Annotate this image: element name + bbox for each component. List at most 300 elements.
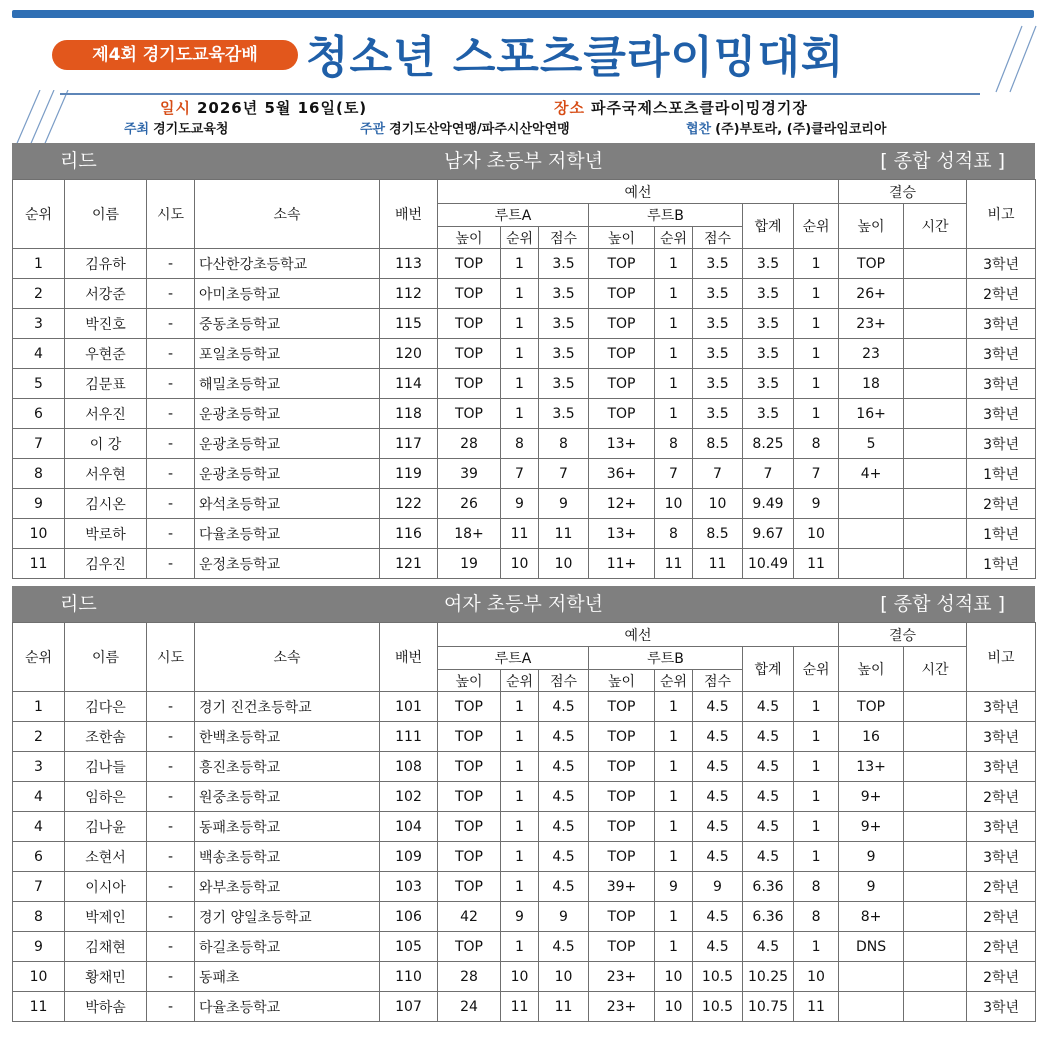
club-cell: 경기 진건초등학교 xyxy=(195,692,380,722)
table-row xyxy=(13,249,1036,279)
total-cell: 3.5 xyxy=(743,309,794,339)
col-route-a-rank: 순위 xyxy=(501,670,539,692)
final-height-cell: 13+ xyxy=(839,752,904,782)
table-row xyxy=(13,519,1036,549)
route-a-score-cell: 3.5 xyxy=(539,249,589,279)
rank-cell: 7 xyxy=(13,872,65,902)
qual-rank-cell: 1 xyxy=(794,932,839,962)
route-a-height-cell: TOP xyxy=(438,782,501,812)
route-a-score-cell: 8 xyxy=(539,429,589,459)
final-time-cell xyxy=(904,339,967,369)
rank-cell: 2 xyxy=(13,722,65,752)
club-cell: 한백초등학교 xyxy=(195,722,380,752)
results-section-male xyxy=(12,143,1035,579)
route-a-rank-cell: 1 xyxy=(501,309,539,339)
qual-rank-cell: 1 xyxy=(794,842,839,872)
club-cell: 운광초등학교 xyxy=(195,399,380,429)
route-a-rank-cell: 1 xyxy=(501,722,539,752)
region-cell: - xyxy=(147,489,195,519)
qual-rank-cell: 1 xyxy=(794,812,839,842)
route-b-rank-cell: 1 xyxy=(655,752,693,782)
route-a-height-cell: TOP xyxy=(438,309,501,339)
final-time-cell xyxy=(904,399,967,429)
club-cell: 아미초등학교 xyxy=(195,279,380,309)
club-cell: 백송초등학교 xyxy=(195,842,380,872)
route-b-height-cell: 23+ xyxy=(589,992,655,1022)
name-cell: 박로하 xyxy=(65,519,147,549)
col-total: 합계 xyxy=(743,647,794,692)
route-b-rank-cell: 9 xyxy=(655,872,693,902)
region-cell: - xyxy=(147,339,195,369)
final-height-cell: 8+ xyxy=(839,902,904,932)
final-height-cell: 9 xyxy=(839,842,904,872)
region-cell: - xyxy=(147,429,195,459)
final-height-cell xyxy=(839,549,904,579)
route-b-score-cell: 8.5 xyxy=(693,519,743,549)
col-bib: 배번 xyxy=(380,623,438,692)
route-a-height-cell: TOP xyxy=(438,752,501,782)
col-route-b-height: 높이 xyxy=(589,227,655,249)
route-b-rank-cell: 10 xyxy=(655,962,693,992)
route-b-height-cell: TOP xyxy=(589,902,655,932)
route-a-height-cell: 39 xyxy=(438,459,501,489)
route-b-score-cell: 8.5 xyxy=(693,429,743,459)
route-a-height-cell: 19 xyxy=(438,549,501,579)
qual-rank-cell: 10 xyxy=(794,519,839,549)
note-cell: 1학년 xyxy=(967,459,1036,489)
bib-cell: 114 xyxy=(380,369,438,399)
qual-rank-cell: 1 xyxy=(794,692,839,722)
total-cell: 6.36 xyxy=(743,872,794,902)
route-a-height-cell: 26 xyxy=(438,489,501,519)
route-a-rank-cell: 11 xyxy=(501,519,539,549)
route-a-rank-cell: 7 xyxy=(501,459,539,489)
col-final-time: 시간 xyxy=(904,647,967,692)
qual-rank-cell: 10 xyxy=(794,962,839,992)
final-time-cell xyxy=(904,722,967,752)
col-route-a-rank: 순위 xyxy=(501,227,539,249)
table-header xyxy=(13,623,1036,692)
route-a-rank-cell: 1 xyxy=(501,692,539,722)
results-table xyxy=(12,622,1036,1022)
table-row xyxy=(13,962,1036,992)
rank-cell: 11 xyxy=(13,549,65,579)
event-title: 청소년 스포츠클라이밍대회 xyxy=(306,32,845,83)
route-b-rank-cell: 8 xyxy=(655,519,693,549)
bib-cell: 102 xyxy=(380,782,438,812)
event-host: 주최 경기도교육청 xyxy=(124,122,229,137)
route-b-rank-cell: 1 xyxy=(655,249,693,279)
table-row xyxy=(13,692,1036,722)
qual-rank-cell: 1 xyxy=(794,752,839,782)
route-b-height-cell: 12+ xyxy=(589,489,655,519)
region-cell: - xyxy=(147,399,195,429)
route-a-rank-cell: 10 xyxy=(501,549,539,579)
name-cell: 김나들 xyxy=(65,752,147,782)
col-route-b: 루트B xyxy=(589,204,743,227)
total-cell: 3.5 xyxy=(743,369,794,399)
total-cell: 10.49 xyxy=(743,549,794,579)
bib-cell: 115 xyxy=(380,309,438,339)
route-b-height-cell: 39+ xyxy=(589,872,655,902)
name-cell: 서우현 xyxy=(65,459,147,489)
route-b-rank-cell: 1 xyxy=(655,309,693,339)
note-cell: 3학년 xyxy=(967,369,1036,399)
route-a-height-cell: TOP xyxy=(438,872,501,902)
final-time-cell xyxy=(904,782,967,812)
note-cell: 3학년 xyxy=(967,752,1036,782)
note-cell: 2학년 xyxy=(967,279,1036,309)
route-b-score-cell: 4.5 xyxy=(693,812,743,842)
route-a-score-cell: 4.5 xyxy=(539,932,589,962)
route-b-height-cell: TOP xyxy=(589,722,655,752)
rank-cell: 1 xyxy=(13,249,65,279)
region-cell: - xyxy=(147,842,195,872)
final-time-cell xyxy=(904,752,967,782)
rank-cell: 3 xyxy=(13,309,65,339)
rank-cell: 4 xyxy=(13,339,65,369)
final-height-cell: 18 xyxy=(839,369,904,399)
route-a-score-cell: 3.5 xyxy=(539,309,589,339)
name-cell: 박진호 xyxy=(65,309,147,339)
col-final-time: 시간 xyxy=(904,204,967,249)
route-b-score-cell: 11 xyxy=(693,549,743,579)
rank-cell: 9 xyxy=(13,489,65,519)
table-header xyxy=(13,180,1036,249)
table-row xyxy=(13,309,1036,339)
col-route-a-height: 높이 xyxy=(438,670,501,692)
route-a-rank-cell: 1 xyxy=(501,369,539,399)
route-a-height-cell: 42 xyxy=(438,902,501,932)
bib-cell: 120 xyxy=(380,339,438,369)
col-bib: 배번 xyxy=(380,180,438,249)
route-a-rank-cell: 1 xyxy=(501,782,539,812)
route-a-rank-cell: 1 xyxy=(501,812,539,842)
region-cell: - xyxy=(147,722,195,752)
route-b-score-cell: 4.5 xyxy=(693,902,743,932)
route-b-score-cell: 9 xyxy=(693,872,743,902)
col-name: 이름 xyxy=(65,180,147,249)
region-cell: - xyxy=(147,752,195,782)
report-label: [ 종합 성적표 ] xyxy=(880,150,1005,172)
route-a-rank-cell: 8 xyxy=(501,429,539,459)
region-cell: - xyxy=(147,932,195,962)
route-a-score-cell: 3.5 xyxy=(539,399,589,429)
bib-cell: 101 xyxy=(380,692,438,722)
route-b-height-cell: 13+ xyxy=(589,429,655,459)
qual-rank-cell: 11 xyxy=(794,992,839,1022)
final-time-cell xyxy=(904,369,967,399)
event-venue: 장소 파주국제스포츠클라이밍경기장 xyxy=(554,99,808,117)
col-route-b-score: 점수 xyxy=(693,670,743,692)
bib-cell: 116 xyxy=(380,519,438,549)
region-cell: - xyxy=(147,782,195,812)
table-row xyxy=(13,459,1036,489)
qual-rank-cell: 1 xyxy=(794,339,839,369)
note-cell: 2학년 xyxy=(967,872,1036,902)
name-cell: 김나윤 xyxy=(65,812,147,842)
qual-rank-cell: 11 xyxy=(794,549,839,579)
club-cell: 다산한강초등학교 xyxy=(195,249,380,279)
name-cell: 조한솜 xyxy=(65,722,147,752)
bib-cell: 105 xyxy=(380,932,438,962)
name-cell: 서우진 xyxy=(65,399,147,429)
rank-cell: 11 xyxy=(13,992,65,1022)
qual-rank-cell: 1 xyxy=(794,279,839,309)
table-row xyxy=(13,992,1036,1022)
bib-cell: 121 xyxy=(380,549,438,579)
route-b-height-cell: TOP xyxy=(589,692,655,722)
total-cell: 7 xyxy=(743,459,794,489)
final-time-cell xyxy=(904,309,967,339)
col-qualifier: 예선 xyxy=(438,623,839,647)
route-b-rank-cell: 1 xyxy=(655,399,693,429)
route-a-height-cell: TOP xyxy=(438,339,501,369)
route-a-rank-cell: 9 xyxy=(501,489,539,519)
section-band xyxy=(12,586,1035,622)
col-route-b-rank: 순위 xyxy=(655,670,693,692)
bib-cell: 104 xyxy=(380,812,438,842)
rank-cell: 6 xyxy=(13,842,65,872)
club-cell: 와석초등학교 xyxy=(195,489,380,519)
final-height-cell xyxy=(839,519,904,549)
region-cell: - xyxy=(147,872,195,902)
route-a-height-cell: TOP xyxy=(438,932,501,962)
final-height-cell: TOP xyxy=(839,249,904,279)
name-cell: 임하은 xyxy=(65,782,147,812)
club-cell: 동패초 xyxy=(195,962,380,992)
route-b-height-cell: TOP xyxy=(589,339,655,369)
section-band xyxy=(12,143,1035,179)
name-cell: 박제인 xyxy=(65,902,147,932)
route-b-rank-cell: 1 xyxy=(655,722,693,752)
bib-cell: 113 xyxy=(380,249,438,279)
bib-cell: 111 xyxy=(380,722,438,752)
table-row xyxy=(13,722,1036,752)
route-a-rank-cell: 11 xyxy=(501,992,539,1022)
route-a-score-cell: 4.5 xyxy=(539,752,589,782)
col-route-b-score: 점수 xyxy=(693,227,743,249)
total-cell: 9.49 xyxy=(743,489,794,519)
note-cell: 2학년 xyxy=(967,902,1036,932)
route-b-score-cell: 3.5 xyxy=(693,249,743,279)
route-a-score-cell: 4.5 xyxy=(539,872,589,902)
category-title: 여자 초등부 저학년 xyxy=(444,593,603,615)
club-cell: 와부초등학교 xyxy=(195,872,380,902)
route-b-rank-cell: 1 xyxy=(655,932,693,962)
col-final-height: 높이 xyxy=(839,204,904,249)
route-b-height-cell: TOP xyxy=(589,369,655,399)
route-b-score-cell: 4.5 xyxy=(693,782,743,812)
total-cell: 4.5 xyxy=(743,782,794,812)
name-cell: 소현서 xyxy=(65,842,147,872)
route-a-score-cell: 4.5 xyxy=(539,782,589,812)
route-b-score-cell: 3.5 xyxy=(693,279,743,309)
final-time-cell xyxy=(904,902,967,932)
region-cell: - xyxy=(147,369,195,399)
route-a-rank-cell: 1 xyxy=(501,872,539,902)
final-time-cell xyxy=(904,932,967,962)
route-b-height-cell: TOP xyxy=(589,782,655,812)
bib-cell: 109 xyxy=(380,842,438,872)
route-b-rank-cell: 1 xyxy=(655,369,693,399)
qual-rank-cell: 9 xyxy=(794,489,839,519)
bib-cell: 107 xyxy=(380,992,438,1022)
col-route-a-score: 점수 xyxy=(539,670,589,692)
col-final: 결승 xyxy=(839,623,967,647)
club-cell: 중동초등학교 xyxy=(195,309,380,339)
note-cell: 2학년 xyxy=(967,489,1036,519)
final-time-cell xyxy=(904,489,967,519)
qual-rank-cell: 1 xyxy=(794,722,839,752)
route-a-rank-cell: 1 xyxy=(501,399,539,429)
rank-cell: 4 xyxy=(13,812,65,842)
region-cell: - xyxy=(147,692,195,722)
note-cell: 3학년 xyxy=(967,249,1036,279)
table-row xyxy=(13,279,1036,309)
col-note: 비고 xyxy=(967,623,1036,692)
discipline-label: 리드 xyxy=(60,150,97,172)
qual-rank-cell: 1 xyxy=(794,249,839,279)
col-final: 결승 xyxy=(839,180,967,204)
title-underline xyxy=(60,93,980,95)
route-a-rank-cell: 1 xyxy=(501,932,539,962)
route-a-score-cell: 11 xyxy=(539,519,589,549)
total-cell: 10.25 xyxy=(743,962,794,992)
route-a-rank-cell: 1 xyxy=(501,842,539,872)
route-b-rank-cell: 1 xyxy=(655,842,693,872)
region-cell: - xyxy=(147,309,195,339)
route-a-score-cell: 4.5 xyxy=(539,842,589,872)
region-cell: - xyxy=(147,902,195,932)
event-sponsor: 협찬 (주)부토라, (주)클라임코리아 xyxy=(686,122,887,137)
name-cell: 서강준 xyxy=(65,279,147,309)
col-qualifier: 예선 xyxy=(438,180,839,204)
route-a-height-cell: TOP xyxy=(438,812,501,842)
col-qual-rank: 순위 xyxy=(794,204,839,249)
total-cell: 4.5 xyxy=(743,752,794,782)
name-cell: 김채현 xyxy=(65,932,147,962)
col-route-a: 루트A xyxy=(438,204,589,227)
rank-cell: 1 xyxy=(13,692,65,722)
route-b-score-cell: 10 xyxy=(693,489,743,519)
final-height-cell: 9 xyxy=(839,872,904,902)
total-cell: 3.5 xyxy=(743,249,794,279)
note-cell: 3학년 xyxy=(967,992,1036,1022)
note-cell: 1학년 xyxy=(967,549,1036,579)
table-row xyxy=(13,429,1036,459)
route-a-score-cell: 4.5 xyxy=(539,812,589,842)
club-cell: 흥진초등학교 xyxy=(195,752,380,782)
route-a-height-cell: 24 xyxy=(438,992,501,1022)
route-a-score-cell: 4.5 xyxy=(539,692,589,722)
col-route-b-rank: 순위 xyxy=(655,227,693,249)
total-cell: 4.5 xyxy=(743,812,794,842)
club-cell: 하길초등학교 xyxy=(195,932,380,962)
region-cell: - xyxy=(147,549,195,579)
name-cell: 황채민 xyxy=(65,962,147,992)
route-b-height-cell: TOP xyxy=(589,279,655,309)
col-rank: 순위 xyxy=(13,623,65,692)
route-a-height-cell: TOP xyxy=(438,279,501,309)
name-cell: 박하솜 xyxy=(65,992,147,1022)
table-row xyxy=(13,812,1036,842)
route-b-score-cell: 4.5 xyxy=(693,722,743,752)
final-height-cell: 4+ xyxy=(839,459,904,489)
route-a-rank-cell: 9 xyxy=(501,902,539,932)
total-cell: 6.36 xyxy=(743,902,794,932)
route-a-score-cell: 3.5 xyxy=(539,369,589,399)
region-cell: - xyxy=(147,249,195,279)
qual-rank-cell: 8 xyxy=(794,902,839,932)
table-row xyxy=(13,872,1036,902)
col-note: 비고 xyxy=(967,180,1036,249)
final-height-cell: 26+ xyxy=(839,279,904,309)
final-height-cell: 16 xyxy=(839,722,904,752)
final-time-cell xyxy=(904,459,967,489)
decorative-slash-lines xyxy=(10,90,80,150)
final-height-cell: 9+ xyxy=(839,812,904,842)
qual-rank-cell: 8 xyxy=(794,872,839,902)
club-cell: 포일초등학교 xyxy=(195,339,380,369)
qual-rank-cell: 1 xyxy=(794,399,839,429)
qual-rank-cell: 7 xyxy=(794,459,839,489)
route-a-height-cell: TOP xyxy=(438,249,501,279)
total-cell: 4.5 xyxy=(743,722,794,752)
final-time-cell xyxy=(904,872,967,902)
route-a-height-cell: TOP xyxy=(438,722,501,752)
total-cell: 4.5 xyxy=(743,932,794,962)
total-cell: 9.67 xyxy=(743,519,794,549)
final-time-cell xyxy=(904,549,967,579)
event-edition-badge: 제4회 경기도교육감배 xyxy=(52,40,298,70)
route-b-rank-cell: 11 xyxy=(655,549,693,579)
table-row xyxy=(13,752,1036,782)
route-b-rank-cell: 1 xyxy=(655,692,693,722)
discipline-label: 리드 xyxy=(60,593,97,615)
route-a-score-cell: 7 xyxy=(539,459,589,489)
total-cell: 10.75 xyxy=(743,992,794,1022)
final-time-cell xyxy=(904,519,967,549)
final-height-cell: 9+ xyxy=(839,782,904,812)
route-b-score-cell: 3.5 xyxy=(693,339,743,369)
note-cell: 2학년 xyxy=(967,782,1036,812)
route-a-rank-cell: 1 xyxy=(501,279,539,309)
table-row xyxy=(13,369,1036,399)
club-cell: 운광초등학교 xyxy=(195,459,380,489)
club-cell: 운정초등학교 xyxy=(195,549,380,579)
table-row xyxy=(13,489,1036,519)
final-time-cell xyxy=(904,249,967,279)
col-final-height: 높이 xyxy=(839,647,904,692)
bib-cell: 108 xyxy=(380,752,438,782)
route-b-height-cell: TOP xyxy=(589,399,655,429)
bib-cell: 110 xyxy=(380,962,438,992)
note-cell: 3학년 xyxy=(967,309,1036,339)
total-cell: 4.5 xyxy=(743,692,794,722)
col-region: 시도 xyxy=(147,180,195,249)
name-cell: 김우진 xyxy=(65,549,147,579)
name-cell: 김문표 xyxy=(65,369,147,399)
qual-rank-cell: 8 xyxy=(794,429,839,459)
final-height-cell xyxy=(839,992,904,1022)
route-b-score-cell: 4.5 xyxy=(693,932,743,962)
final-time-cell xyxy=(904,992,967,1022)
route-b-rank-cell: 1 xyxy=(655,902,693,932)
bib-cell: 117 xyxy=(380,429,438,459)
table-row xyxy=(13,842,1036,872)
total-cell: 8.25 xyxy=(743,429,794,459)
